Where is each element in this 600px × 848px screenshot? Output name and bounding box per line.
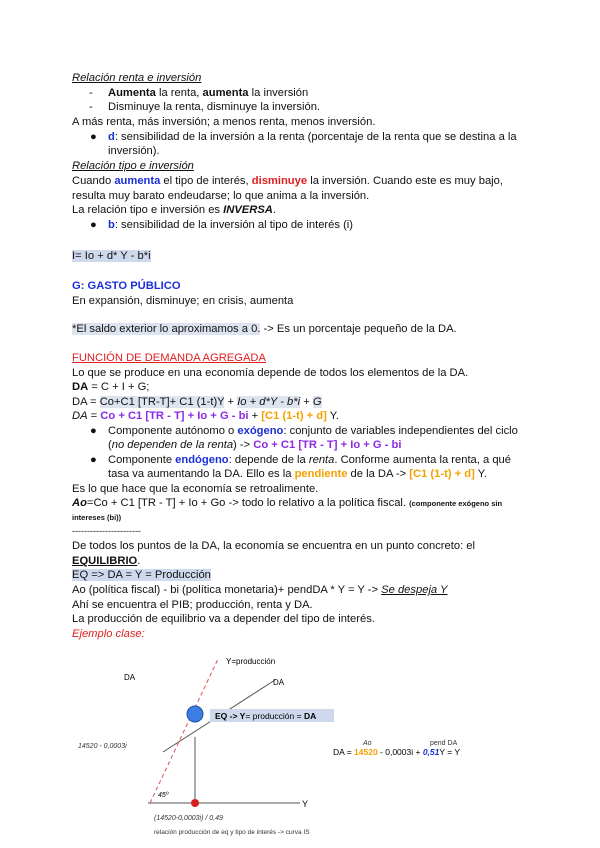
text-line: Ahí se encuentra el PIB; producción, renta y DA. xyxy=(72,599,313,611)
equilibrio-heading: EQUILIBRIO. xyxy=(72,555,141,567)
list-item: d: sensibilidad de la inversión a la renta (porcentaje de la renta que se destina a la xyxy=(108,131,517,143)
formula-da-1: DA = C + I + G; xyxy=(72,381,150,393)
bullet-dot: ● xyxy=(90,219,97,231)
list-item: Aumenta la renta, aumenta la inversión xyxy=(108,87,309,99)
equilibrium-output-point xyxy=(191,799,199,807)
text-line: A más renta, más inversión; a menos renta, menos inversión. xyxy=(72,116,376,128)
text-line: tasa va aumentando la DA. Ello es la pendiente de la DA -> [C1 (1-t) + d] Y. xyxy=(108,468,487,480)
text-line: resulta muy barato endeudarse; lo que anima a la inversión. xyxy=(72,190,370,202)
text-line: Es lo que hace que la economía se retroalimente. xyxy=(72,483,319,495)
note-saldo-exterior: *El saldo exterior lo aproximamos a 0. -> Es un porcentaje pequeño de la DA. xyxy=(72,323,457,335)
formula-da-3: DA = Co + C1 [TR - T] + Io + G - bi + [C1 (1-t) + d] Y. xyxy=(72,410,339,422)
ao-label: Ao xyxy=(363,740,372,747)
label-da-left: DA xyxy=(124,673,136,682)
text-line: Cuando aumenta el tipo de interés, disminuye la inversión. Cuando este es muy bajo, xyxy=(72,175,503,187)
divider-dashes: ----------------------- xyxy=(72,526,141,536)
formula-da-2: DA = Co+C1 [TR-T]+ C1 (1-t)Y + Io + d*Y - b*i + G xyxy=(72,396,322,408)
formula-ao: Ao=Co + C1 [TR - T] + Io + Go -> todo lo relativo a la política fiscal. (componente exógeno sin xyxy=(72,497,503,509)
text-line: De todos los puntos de la DA, la economía se encuentra en un punto concreto: el xyxy=(72,540,476,552)
text-line: La producción de equilibrio va a depender del tipo de interés. xyxy=(72,613,375,625)
bullet-dot: ● xyxy=(90,425,97,437)
text-line: inversión). xyxy=(108,145,160,157)
example-title: Ejemplo clase: xyxy=(72,628,145,640)
text-line: La relación tipo e inversión es INVERSA. xyxy=(72,204,276,216)
list-item: Componente autónomo o exógeno: conjunto de variables independientes del ciclo xyxy=(108,425,518,437)
label-y-produccion: Y=producción xyxy=(226,657,276,666)
text-line: intereses (bi)) xyxy=(72,513,122,522)
section-title-gasto-publico: G: GASTO PÚBLICO xyxy=(72,280,181,292)
pendda-label: pend DA xyxy=(430,740,458,747)
angle-label: 45º xyxy=(158,792,169,799)
section-title-renta-inversion: Relación renta e inversión xyxy=(72,72,202,84)
dash-bullet: - xyxy=(89,87,93,99)
equilibrium-point xyxy=(187,706,203,722)
text-line: Ao (política fiscal) - bi (política monetaria)+ pendDA * Y = Y -> Se despeja Y xyxy=(72,584,448,596)
list-item: Disminuye la renta, disminuye la inversión. xyxy=(108,101,321,113)
bullet-dot: ● xyxy=(90,454,97,466)
45-degree-line xyxy=(150,659,218,803)
bottom-caption: relación producción de eq y tipo de interés -> curva IS xyxy=(154,829,310,836)
text-line: En expansión, disminuye; en crisis, aumenta xyxy=(72,295,294,307)
dash-bullet: - xyxy=(89,101,93,113)
formula-inversion: I= Io + d* Y - b*i xyxy=(72,250,151,262)
section-title-demanda-agregada: FUNCIÓN DE DEMANDA AGREGADA xyxy=(72,352,266,364)
equilibrio-formula: EQ => DA = Y = Producción xyxy=(72,569,211,581)
da-equation: DA = 14520 - 0,0003i + 0,51Y = Y xyxy=(333,747,461,757)
label-da-right: DA xyxy=(273,678,285,687)
intercept-label: 14520 - 0,0003i xyxy=(78,743,127,750)
text-line: (no dependen de la renta) -> Co + C1 [TR - T] + Io + G - bi xyxy=(108,439,402,451)
eq-label: EQ -> Y= producción = DA xyxy=(215,711,317,721)
x-axis-label: Y xyxy=(302,799,309,809)
equilibrium-diagram xyxy=(0,645,600,845)
list-item: Componente endógeno: depende de la renta. Conforme aumenta la renta, a qué xyxy=(108,454,511,466)
section-title-tipo-inversion: Relación tipo e inversión xyxy=(72,160,194,172)
bullet-dot: ● xyxy=(90,131,97,143)
bottom-value: (14520-0,0003i) / 0,49 xyxy=(154,815,223,822)
text-line: Lo que se produce en una economía depende de todos los elementos de la DA. xyxy=(72,367,469,379)
list-item: b: sensibilidad de la inversión al tipo de interés (i) xyxy=(108,219,354,231)
